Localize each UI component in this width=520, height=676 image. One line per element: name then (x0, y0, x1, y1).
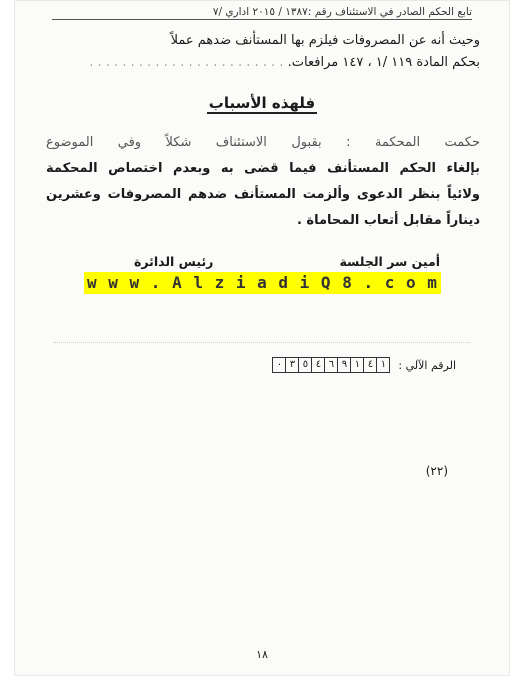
serial-digit: ٦ (324, 358, 337, 372)
page-header: تابع الحكم الصادر في الاستئناف رقم :١٣٨٧ / ٢٠١٥ اداري /٧ (52, 6, 472, 20)
intro-line-1: وحيث أنه عن المصروفات فيلزم بها المستأنف ضدهم عملاً (170, 33, 480, 48)
section-title (14, 94, 510, 112)
serial-digit: ٤ (311, 358, 324, 372)
secretary-signature: أمين سر الجلسة (339, 254, 440, 269)
serial-digit: ٤ (363, 358, 376, 372)
section-title-text: فلهذه الأسباب (208, 94, 316, 112)
page-marker: (٢٢) (425, 464, 448, 478)
serial-digit: ١ (376, 358, 389, 372)
serial-digit: ٩ (337, 358, 350, 372)
serial-digit: ٠ (276, 359, 283, 370)
serial-digit: ٥ (298, 358, 311, 372)
serial-digit: ١ (350, 358, 363, 372)
intro-line-2-text: بحكم المادة ١١٩ /١ ، ١٤٧ مرافعات. (287, 55, 480, 70)
serial-digit: ٣ (285, 358, 298, 372)
website-watermark: w w w . A l z i a d i Q 8 . c o m (84, 272, 441, 294)
footer-page-number: ١٨ (256, 648, 268, 661)
serial-digit-boxes (272, 357, 390, 373)
serial-number (272, 357, 456, 373)
verdict-line-4: ديناراً مقابل أتعاب المحاماة . (296, 213, 480, 228)
intro-line-2 (38, 52, 480, 74)
verdict-line-3: ولائياً بنظر الدعوى وألزمت المستأنف ضدهم المصروفات وعشرين (46, 187, 480, 202)
president-signature: رئيس الدائرة (134, 254, 214, 269)
faded-text: . . . . . . . . . . . . . . . . . . . . . . . . (89, 55, 284, 70)
verdict-paragraph (46, 130, 480, 234)
verdict-line-2: بإلغاء الحكم المستأنف فيما قضى به وبعدم اختصاص المحكمة (46, 161, 480, 176)
serial-label: الرقم الآلي : (398, 358, 456, 372)
verdict-line-1: حكمت المحكمة : بقبول الاستئناف شكلاً وفي الموضوع (46, 135, 480, 150)
intro-paragraph (38, 30, 480, 74)
divider (54, 342, 470, 343)
document-page (14, 0, 510, 676)
